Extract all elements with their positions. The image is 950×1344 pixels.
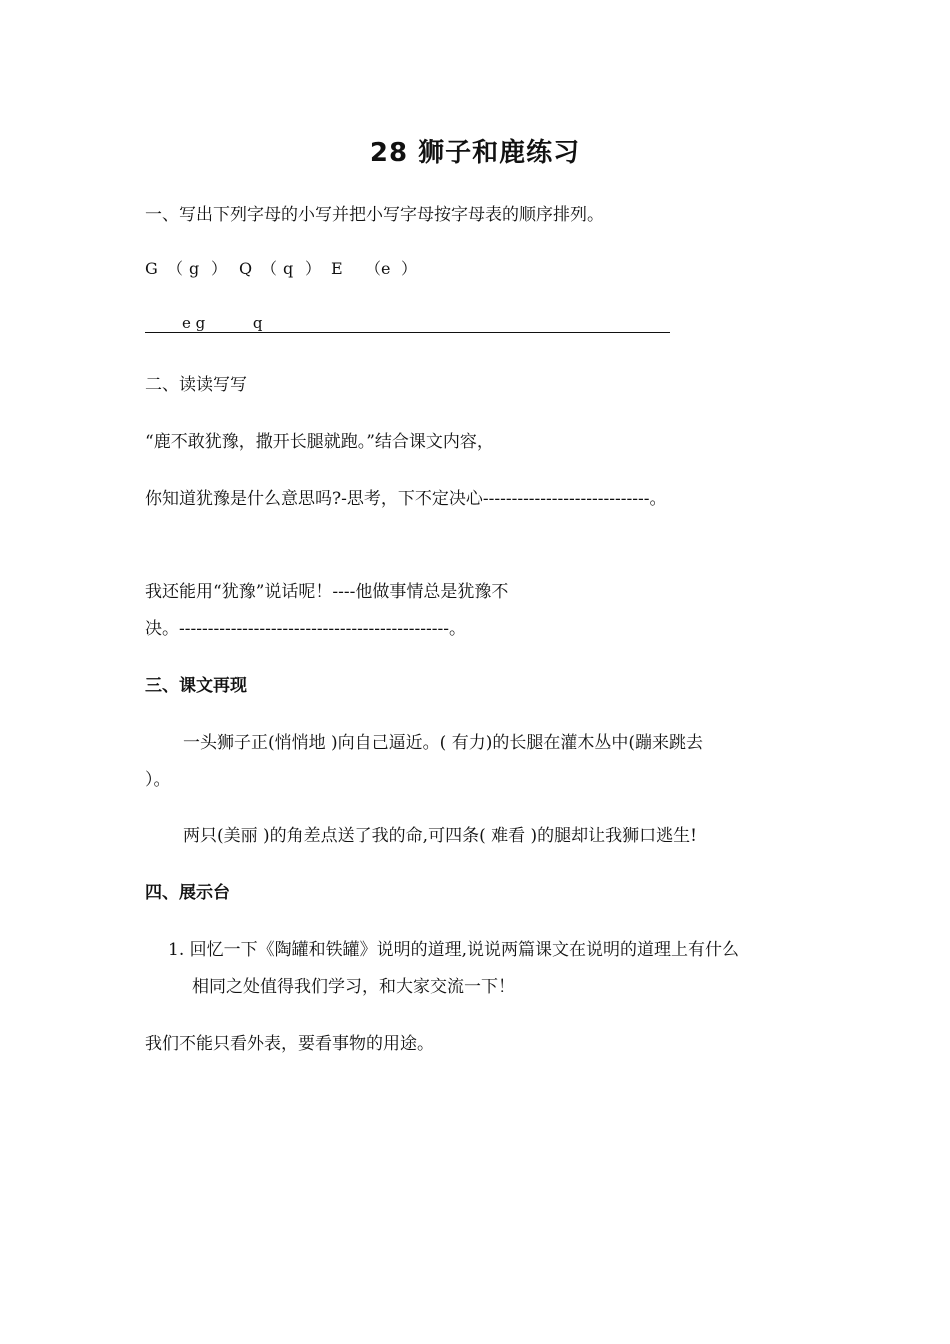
- letters-row: [145, 256, 417, 279]
- section2-line2: 你知道犹豫是什么意思吗?-思考，下不定决心-----------------------------。: [145, 489, 667, 509]
- section1-heading: 一、写出下列字母的小写并把小写字母按字母表的顺序排列。: [145, 205, 604, 225]
- letter-lower-g: g: [189, 259, 200, 278]
- sorted-letters-answer: e g q: [182, 314, 263, 332]
- letter-lower-q: q: [283, 259, 294, 278]
- section4-heading: 四、展示台: [145, 883, 230, 903]
- section3-heading: 三、课文再现: [145, 676, 247, 696]
- section4-answer: 我们不能只看外表，要看事物的用途。: [145, 1034, 434, 1054]
- letter-upper-e: E: [331, 259, 343, 278]
- paren-lower-e: （e: [365, 259, 391, 278]
- section2-line3: 我还能用“犹豫”说话呢！----他做事情总是犹豫不: [145, 582, 509, 602]
- paren-close: ）: [401, 259, 418, 278]
- list-item-1-continued: 相同之处值得我们学习，和大家交流一下！: [192, 977, 515, 997]
- section2-line1: “鹿不敢犹豫，撒开长腿就跑。”结合课文内容，: [145, 432, 494, 452]
- paren-close: ）: [305, 259, 322, 278]
- paren-open: （: [261, 259, 278, 278]
- section3-paragraph2: 两只(美丽 )的角差点送了我的命,可四条( 难看 )的腿却让我狮口逃生!: [183, 826, 697, 846]
- paren-open: （: [167, 259, 184, 278]
- paren-close: ）: [211, 259, 228, 278]
- section2-heading: 二、读读写写: [145, 375, 247, 395]
- section2-line4: 决。-----------------------------------------------。: [145, 619, 466, 639]
- section3-paragraph1: 一头狮子正(悄悄地 )向自己逼近。( 有力)的长腿在灌木丛中(蹦来跳去: [183, 733, 703, 753]
- letter-upper-g: G: [145, 259, 158, 278]
- page-title: 28 狮子和鹿练习: [369, 138, 581, 168]
- letter-upper-q: Q: [239, 259, 253, 278]
- section3-paragraph1-end: ）。: [145, 770, 171, 790]
- list-item-1: 1. 回忆一下《陶罐和铁罐》说明的道理,说说两篇课文在说明的道理上有什么: [168, 940, 740, 960]
